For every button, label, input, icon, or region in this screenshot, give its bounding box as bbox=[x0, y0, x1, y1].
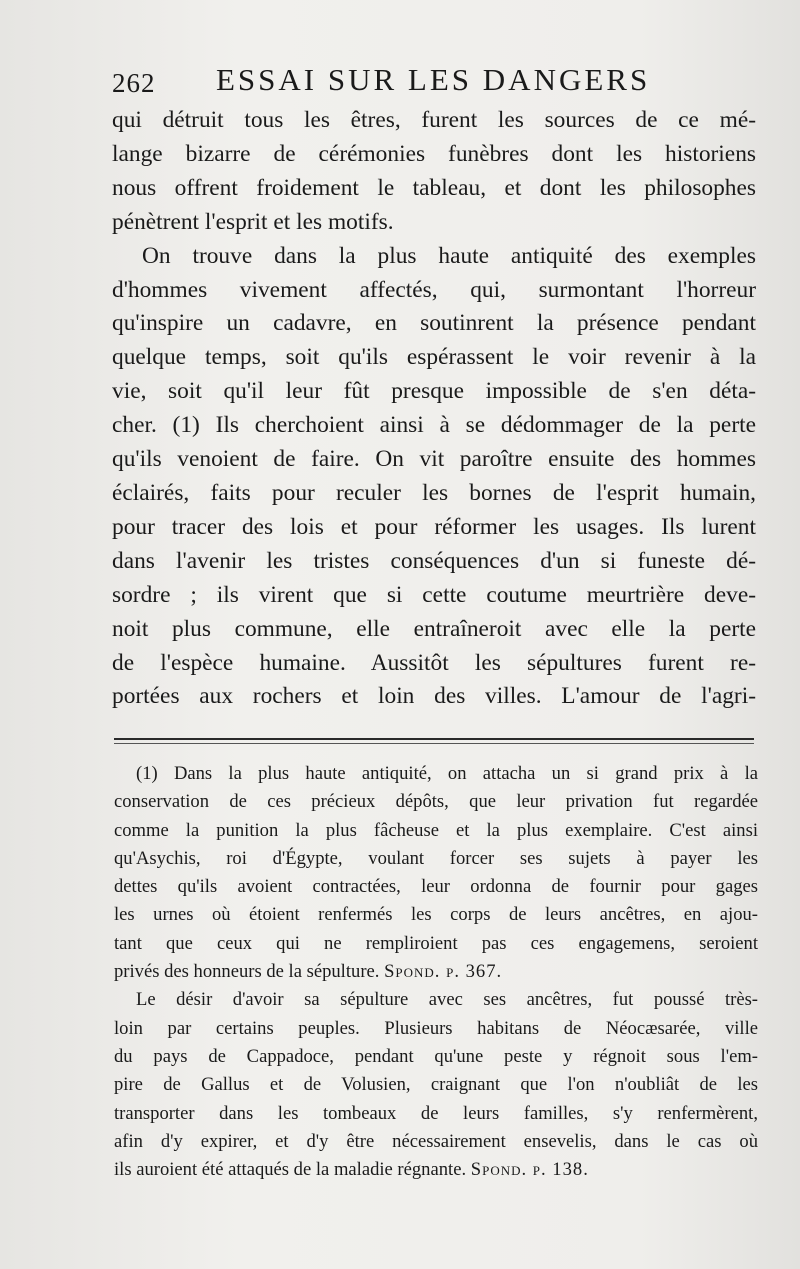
footnote-line: afin d'y expirer, et d'y être nécessairement ensevelis, dans le cas où bbox=[114, 1130, 758, 1152]
footnote-line: les urnes où étoient renfermés les corps de leurs ancêtres, en ajou- bbox=[114, 904, 758, 926]
footnote-line: dettes qu'ils avoient contractées, leur ordonna de fournir pour gages bbox=[114, 876, 758, 898]
text-line: noit plus commune, elle entraîneroit avec elle la perte bbox=[112, 615, 756, 642]
text-line: d'hommes vivement affectés, qui, surmontant l'horreur bbox=[112, 276, 756, 303]
text-line: sordre ; ils virent que si cette coutume meurtrière deve- bbox=[112, 581, 756, 608]
running-title: ESSAI SUR LES DANGERS bbox=[216, 62, 651, 97]
text-line: qui détruit tous les êtres, furent les sources de ce mé- bbox=[112, 107, 756, 133]
text-line: vie, soit qu'il leur fût presque impossible de s'en déta- bbox=[112, 378, 756, 405]
footnote-line: pire de Gallus et de Volusien, craignant que l'on n'oubliât de les bbox=[114, 1074, 758, 1096]
footnote-text: privés des honneurs de la sépulture. bbox=[114, 961, 380, 983]
footnote-divider bbox=[114, 738, 754, 740]
page-number: 262 bbox=[112, 68, 156, 98]
text-line: qu'ils venoient de faire. On vit paroître ensuite des hommes bbox=[112, 446, 756, 473]
text-line: On trouve dans la plus haute antiquité des exemples bbox=[142, 242, 756, 269]
footnotes bbox=[114, 760, 758, 1184]
text-line: pénètrent l'esprit et les motifs. bbox=[112, 208, 394, 235]
footnote-line: transporter dans les tombeaux de leurs familles, s'y renfermèrent, bbox=[114, 1102, 758, 1124]
footnote-line: conservation de ces précieux dépôts, que leur privation fut regardée bbox=[114, 791, 758, 813]
footnote-line: loin par certains peuples. Plusieurs habitans de Néocæsarée, ville bbox=[114, 1017, 758, 1039]
text-line: lange bizarre de cérémonies funèbres dont les historiens bbox=[112, 140, 756, 167]
footnote-line: Le désir d'avoir sa sépulture avec ses ancêtres, fut poussé très- bbox=[136, 989, 758, 1011]
text-line: pour tracer des lois et pour réformer les usages. Ils lurent bbox=[112, 513, 756, 540]
main-text bbox=[112, 104, 756, 714]
text-line: éclairés, faits pour reculer les bornes de l'esprit humain, bbox=[112, 479, 756, 506]
text-line: dans l'avenir les tristes conséquences d'un si funeste dé- bbox=[112, 547, 756, 574]
text-line: nous offrent froidement le tableau, et dont les philosophes bbox=[112, 174, 756, 201]
footnote-line bbox=[114, 958, 758, 986]
text-line: de l'espèce humaine. Aussitôt les sépultures furent re- bbox=[112, 649, 756, 676]
footnote-line: du pays de Cappadoce, pendant qu'une peste y régnoit sous l'em- bbox=[114, 1045, 758, 1067]
citation: Spond. p. 367. bbox=[384, 961, 503, 983]
page-header bbox=[112, 62, 672, 106]
footnote-line: qu'Asychis, roi d'Égypte, voulant forcer ses sujets à payer les bbox=[114, 847, 758, 869]
text-line: quelque temps, soit qu'ils espérassent le voir revenir à la bbox=[112, 344, 756, 371]
text-line: cher. (1) Ils cherchoient ainsi à se dédommager de la perte bbox=[112, 412, 756, 439]
footnote-text: ils auroient été attaqués de la maladie régnante. bbox=[114, 1159, 467, 1181]
text-line: qu'inspire un cadavre, en soutinrent la présence pendant bbox=[112, 310, 756, 337]
text-line: portées aux rochers et loin des villes. L'amour de l'agri- bbox=[112, 683, 756, 710]
footnote-divider-thin bbox=[114, 743, 754, 744]
footnote-line: (1) Dans la plus haute antiquité, on attacha un si grand prix à la bbox=[136, 763, 758, 784]
citation: Spond. p. 138. bbox=[470, 1159, 589, 1181]
footnote-line: comme la punition la plus fâcheuse et la plus exemplaire. C'est ainsi bbox=[114, 819, 758, 841]
footnote-line: tant que ceux qui ne rempliroient pas ces engagemens, seroient bbox=[114, 932, 758, 954]
footnote-line bbox=[114, 1156, 758, 1184]
